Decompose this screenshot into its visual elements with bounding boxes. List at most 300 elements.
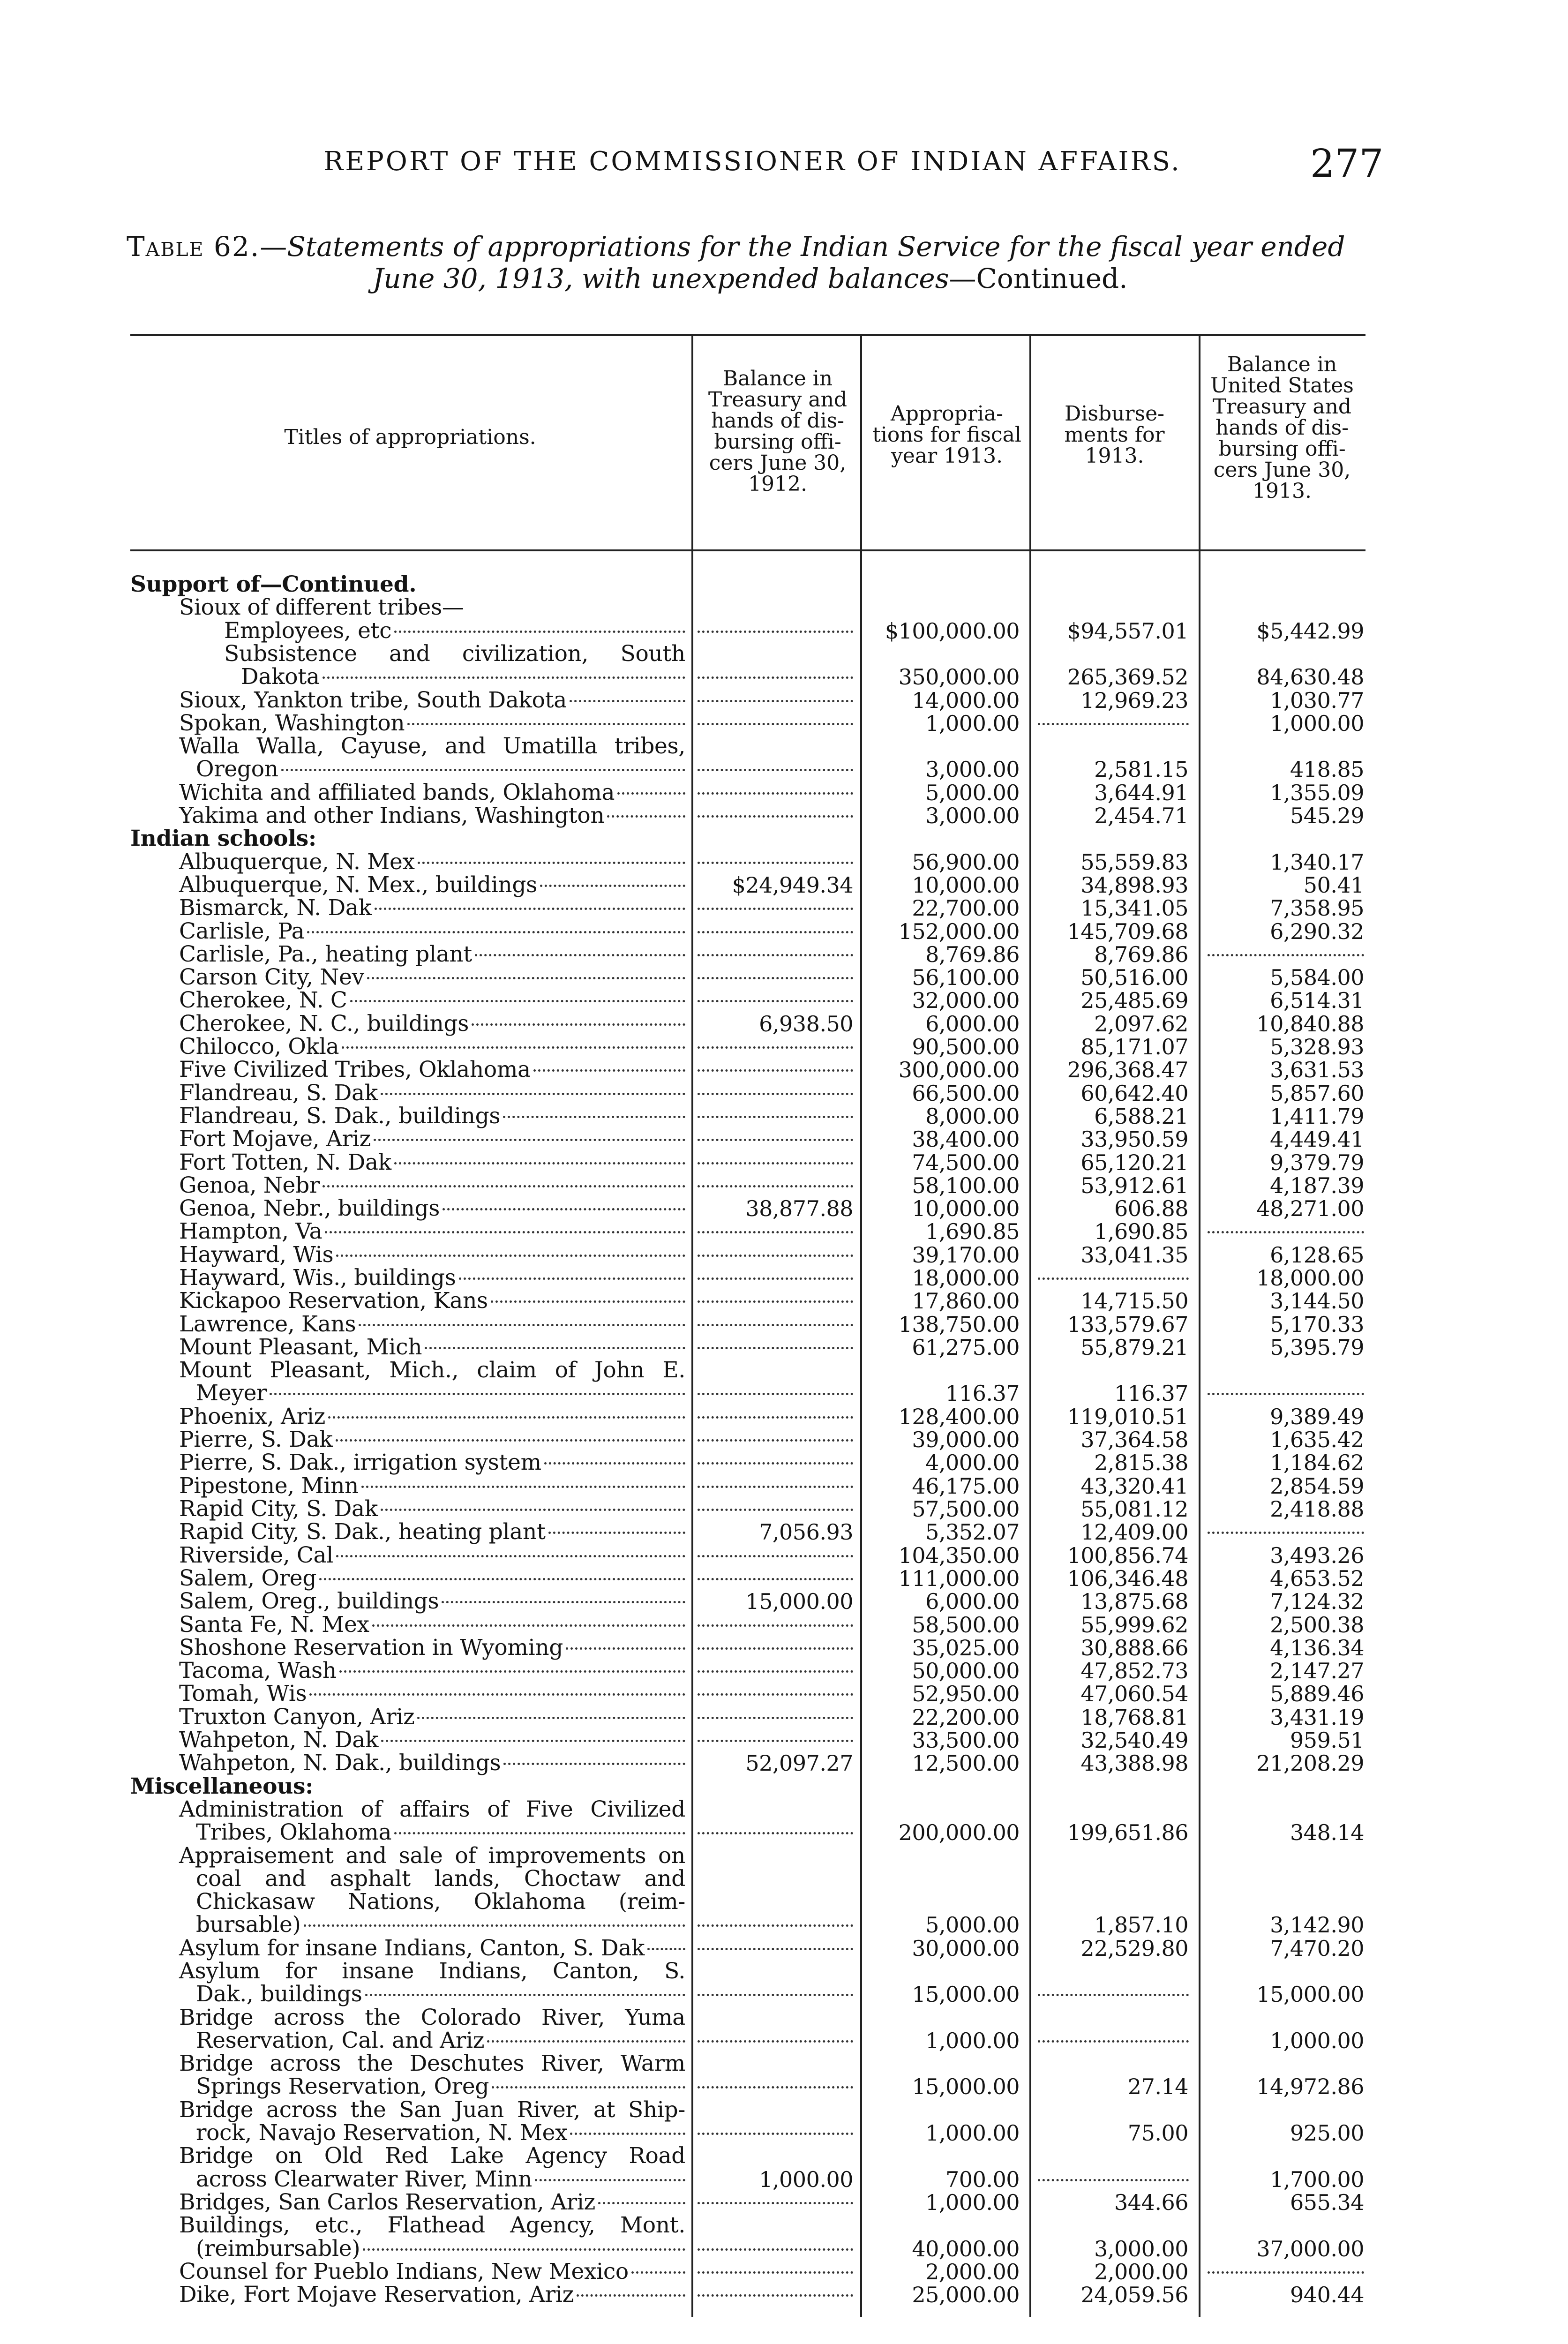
amount-c4: 1,340.17: [1270, 849, 1364, 875]
amount-c2: 700.00: [945, 2166, 1020, 2192]
amount-c4: 1,411.79: [1270, 1103, 1364, 1129]
appropriation-title: Salem, Oreg: [179, 1565, 317, 1591]
empty-cell-dots: [698, 1255, 853, 1257]
amount-c3: 47,852.73: [1080, 1658, 1188, 1684]
dot-leader: [323, 676, 685, 679]
amount-c2: 138,750.00: [898, 1311, 1020, 1337]
amount-c2: 66,500.00: [912, 1080, 1020, 1106]
amount-c4: 1,355.09: [1270, 780, 1364, 805]
empty-cell-dots: [698, 723, 853, 725]
dot-leader: [319, 1578, 685, 1580]
dot-leader: [365, 1994, 685, 1996]
amount-c4: 5,170.33: [1270, 1311, 1364, 1337]
amount-c3: 133,579.67: [1067, 1311, 1188, 1337]
column-header-disbursements: Disburse- ments for 1913.: [1064, 402, 1165, 468]
amount-c3: 2,454.71: [1094, 803, 1188, 828]
appropriation-title: across Clearwater River, Minn: [196, 2166, 532, 2192]
amount-c3: 344.66: [1114, 2190, 1188, 2215]
amount-c2: 25,000.00: [912, 2282, 1020, 2308]
table-row: [0, 1590, 1568, 1613]
empty-cell-dots: [698, 1324, 853, 1326]
table-row: [0, 873, 1568, 896]
appropriation-title: Pipestone, Minn: [179, 1473, 359, 1499]
appropriation-title: Bismarck, N. Dak: [179, 895, 372, 921]
amount-c3: 13,875.68: [1080, 1589, 1188, 1615]
dot-leader: [328, 1416, 685, 1419]
appropriation-title: Shoshone Reservation in Wyoming: [179, 1634, 563, 1660]
appropriation-title: Dike, Fort Mojave Reservation, Ariz: [179, 2282, 574, 2308]
amount-c4: 3,142.90: [1270, 1912, 1364, 1938]
table-row: [0, 1520, 1568, 1543]
amount-c3: 2,000.00: [1094, 2259, 1188, 2284]
amount-c2: 14,000.00: [912, 687, 1020, 713]
table-row: [0, 804, 1568, 827]
amount-c4: 50.41: [1303, 872, 1364, 898]
empty-cell-dots: [1038, 2179, 1189, 2181]
amount-c4: 655.34: [1290, 2190, 1364, 2215]
section-heading: Indian schools:: [130, 826, 316, 852]
amount-c4: 10,840.88: [1256, 1011, 1364, 1037]
dot-leader: [270, 1393, 685, 1395]
table-caption-line-2: [373, 263, 1128, 294]
table-row: [0, 1428, 1568, 1451]
amount-c3: 3,000.00: [1094, 2236, 1188, 2261]
amount-c3: 2,581.15: [1094, 757, 1188, 782]
amount-c2: 10,000.00: [912, 872, 1020, 898]
caption-text-1: Statements of appropriations for the Indian Service for the fiscal year ended: [287, 231, 1345, 263]
amount-c4: 3,144.50: [1270, 1288, 1364, 1314]
appropriation-title: Reservation, Cal. and Ariz: [196, 2027, 485, 2053]
table-row: [0, 896, 1568, 919]
empty-cell-dots: [698, 1717, 853, 1719]
empty-cell-dots: [698, 1162, 853, 1164]
running-head: REPORT OF THE COMMISSIONER OF INDIAN AFFAIRS.: [323, 146, 1181, 177]
amount-c3: 116.37: [1114, 1381, 1188, 1406]
amount-c4: 418.85: [1290, 757, 1364, 782]
amount-c4: 5,584.00: [1270, 965, 1364, 991]
appropriation-title: Flandreau, S. Dak: [179, 1080, 378, 1106]
amount-c2: 5,000.00: [925, 780, 1020, 805]
table-row: [0, 1659, 1568, 1682]
table-top-rule: [130, 334, 1365, 336]
amount-c3: 199,651.86: [1067, 1820, 1188, 1846]
appropriation-title: Hayward, Wis: [179, 1241, 334, 1268]
table-row: [0, 1775, 1568, 1798]
empty-cell-dots: [698, 1693, 853, 1696]
appropriation-title: Fort Mojave, Ariz: [179, 1126, 371, 1152]
amount-c2: 5,000.00: [925, 1912, 1020, 1938]
table-row: [0, 1127, 1568, 1150]
amount-c4: 1,000.00: [1270, 710, 1364, 736]
empty-cell-dots: [698, 1462, 853, 1465]
amount-c3: 14,715.50: [1080, 1288, 1188, 1314]
table-row: [0, 642, 1568, 689]
amount-c2: 8,769.86: [925, 941, 1020, 967]
table-row: [0, 735, 1568, 781]
amount-c4: 1,700.00: [1270, 2166, 1364, 2192]
amount-c3: 22,529.80: [1080, 1935, 1188, 1961]
page-number: 277: [1310, 142, 1384, 186]
appropriation-title: Salem, Oreg., buildings: [179, 1588, 439, 1615]
dot-leader: [367, 977, 685, 979]
amount-c4: 18,000.00: [1256, 1265, 1364, 1291]
empty-cell-dots: [1208, 2271, 1364, 2274]
amount-c2: 6,000.00: [925, 1011, 1020, 1037]
table-row: [0, 1705, 1568, 1728]
column-header-titles: Titles of appropriations.: [284, 425, 536, 449]
appropriation-title: Buildings, etc., Flathead Agency, Mont.: [179, 2212, 685, 2239]
amount-c2: 15,000.00: [912, 2074, 1020, 2100]
appropriation-title: Chilocco, Okla: [179, 1034, 339, 1059]
amount-c4: $5,442.99: [1256, 618, 1364, 644]
empty-cell-dots: [698, 2040, 853, 2043]
amount-c4: 9,389.49: [1270, 1404, 1364, 1429]
appropriation-title: Walla Walla, Cayuse, and Umatilla tribes,: [179, 733, 685, 759]
amount-c3: 43,320.41: [1080, 1473, 1188, 1499]
amount-c4: 925.00: [1290, 2120, 1364, 2146]
table-row: [0, 1359, 1568, 1405]
amount-c4: 4,449.41: [1270, 1127, 1364, 1152]
amount-c3: 106,346.48: [1067, 1565, 1188, 1591]
amount-c2: 58,500.00: [912, 1612, 1020, 1638]
dot-leader: [503, 1763, 685, 1765]
table-row: [0, 1104, 1568, 1127]
amount-c1: 38,877.88: [745, 1196, 853, 1222]
amount-c2: 30,000.00: [912, 1935, 1020, 1961]
amount-c4: 84,630.48: [1256, 664, 1364, 690]
empty-cell-dots: [698, 676, 853, 679]
empty-cell-dots: [698, 2271, 853, 2274]
appropriation-title: Sioux of different tribes—: [179, 594, 464, 621]
amount-c1: 7,056.93: [759, 1519, 853, 1545]
dot-leader: [359, 1324, 685, 1326]
amount-c2: 38,400.00: [912, 1127, 1020, 1152]
dot-leader: [375, 908, 685, 910]
dot-leader: [350, 1000, 685, 1002]
empty-cell-dots: [698, 1439, 853, 1442]
amount-c4: 959.51: [1290, 1728, 1364, 1753]
appropriation-title: Hayward, Wis., buildings: [179, 1265, 456, 1291]
amount-c2: 74,500.00: [912, 1149, 1020, 1175]
amount-c4: 6,514.31: [1270, 988, 1364, 1014]
dot-leader: [631, 2271, 685, 2274]
amount-c2: 56,100.00: [912, 965, 1020, 991]
amount-c3: 34,898.93: [1080, 872, 1188, 898]
amount-c4: 6,290.32: [1270, 918, 1364, 944]
amount-c3: 606.88: [1114, 1196, 1188, 1222]
amount-c1: 6,938.50: [759, 1011, 853, 1037]
amount-c4: 1,030.77: [1270, 687, 1364, 713]
dot-leader: [418, 862, 685, 864]
amount-c2: 50,000.00: [912, 1658, 1020, 1684]
empty-cell-dots: [698, 1139, 853, 1141]
appropriation-title: Administration of affairs of Five Civilized: [179, 1796, 685, 1822]
table-row: [0, 2006, 1568, 2052]
amount-c2: 4,000.00: [925, 1450, 1020, 1476]
amount-c4: 5,889.46: [1270, 1681, 1364, 1707]
amount-c2: 22,200.00: [912, 1704, 1020, 1730]
empty-cell-dots: [1038, 723, 1189, 725]
dot-leader: [647, 1948, 685, 1950]
empty-cell-dots: [698, 1000, 853, 1002]
amount-c2: 5,352.07: [925, 1519, 1020, 1545]
table-row: [0, 1151, 1568, 1174]
dot-leader: [336, 1439, 686, 1442]
column-header-balance-1912: Balance in Treasury and hands of dis- bursing offi- cers June 30, 1912.: [708, 367, 848, 496]
column-header-appropriations: Appropria- tions for fiscal year 1913.: [872, 402, 1021, 468]
amount-c2: 111,000.00: [898, 1565, 1020, 1591]
amount-c2: 1,000.00: [925, 2028, 1020, 2053]
amount-c2: 90,500.00: [912, 1034, 1020, 1059]
appropriation-title: Bridges, San Carlos Reservation, Ariz: [179, 2189, 595, 2215]
empty-cell-dots: [698, 1647, 853, 1650]
dot-leader: [336, 1555, 685, 1557]
amount-c2: 33,500.00: [912, 1728, 1020, 1753]
empty-cell-dots: [698, 1116, 853, 1118]
amount-c3: 8,769.86: [1094, 941, 1188, 967]
empty-cell-dots: [698, 1948, 853, 1950]
empty-cell-dots: [698, 2133, 853, 2135]
empty-cell-dots: [698, 631, 853, 633]
empty-cell-dots: [698, 1740, 853, 1742]
empty-cell-dots: [698, 1509, 853, 1511]
amount-c1: 15,000.00: [745, 1589, 853, 1615]
amount-c3: 265,369.52: [1067, 664, 1188, 690]
dot-leader: [323, 1185, 685, 1187]
amount-c2: 116.37: [945, 1381, 1020, 1406]
amount-c4: 1,635.42: [1270, 1427, 1364, 1453]
amount-c4: 3,493.26: [1270, 1542, 1364, 1568]
table-row: [0, 689, 1568, 712]
appropriation-title: Bridge across the Colorado River, Yuma: [179, 2004, 685, 2030]
dot-leader: [363, 2248, 685, 2251]
amount-c3: 47,060.54: [1080, 1681, 1188, 1707]
dot-leader: [472, 1023, 685, 1026]
header-bottom-rule: [130, 549, 1365, 551]
amount-c2: 57,500.00: [912, 1496, 1020, 1522]
appropriation-title: Santa Fe, N. Mex: [179, 1611, 369, 1638]
table-row: [0, 2144, 1568, 2191]
amount-c2: 18,000.00: [912, 1265, 1020, 1291]
amount-c3: 60,642.40: [1080, 1080, 1188, 1106]
dot-leader: [443, 1208, 685, 1210]
amount-c2: 12,500.00: [912, 1750, 1020, 1776]
table-row: [0, 943, 1568, 966]
dot-leader: [325, 1231, 685, 1233]
appropriation-title: Truxton Canyon, Ariz: [179, 1704, 415, 1730]
dot-leader: [533, 1069, 685, 1072]
appropriation-title: rock, Navajo Reservation, N. Mex: [196, 2120, 568, 2146]
empty-cell-dots: [1038, 1277, 1189, 1280]
dot-leader: [394, 631, 685, 633]
empty-cell-dots: [698, 954, 853, 956]
appropriation-title: Springs Reservation, Oreg: [196, 2074, 489, 2100]
amount-c4: 5,328.93: [1270, 1034, 1364, 1059]
amount-c2: $100,000.00: [885, 618, 1020, 644]
empty-cell-dots: [698, 1924, 853, 1927]
appropriation-title: Subsistence and civilization, South: [224, 640, 685, 667]
table-row: [0, 1728, 1568, 1751]
empty-cell-dots: [698, 1300, 853, 1303]
appropriation-title: Yakima and other Indians, Washington: [179, 803, 605, 828]
appropriation-title: Riverside, Cal: [179, 1542, 333, 1568]
table-label: Table 62.: [127, 231, 260, 263]
appropriation-title: Employees, etc: [224, 617, 392, 644]
empty-cell-dots: [698, 1578, 853, 1580]
appropriation-title: Pierre, S. Dak., irrigation system: [179, 1450, 541, 1476]
table-row: [0, 2214, 1568, 2260]
empty-cell-dots: [1038, 1994, 1189, 1996]
amount-c3: 12,969.23: [1080, 687, 1188, 713]
appropriation-title: Rapid City, S. Dak: [179, 1496, 378, 1522]
table-row: [0, 1082, 1568, 1104]
dot-leader: [307, 931, 685, 933]
amount-c3: 55,081.12: [1080, 1496, 1188, 1522]
amount-c3: 2,815.38: [1094, 1450, 1188, 1476]
amount-c3: 25,485.69: [1080, 988, 1188, 1014]
table-row: [0, 827, 1568, 850]
empty-cell-dots: [698, 862, 853, 864]
appropriation-title: Meyer: [196, 1380, 267, 1406]
table-row: [0, 2098, 1568, 2145]
dot-leader: [372, 1624, 685, 1627]
amount-c1: 52,097.27: [745, 1750, 853, 1776]
amount-c4: 940.44: [1290, 2282, 1364, 2308]
dot-leader: [475, 954, 685, 956]
empty-cell-dots: [698, 815, 853, 818]
table-row: [0, 1035, 1568, 1058]
appropriation-title: Dakota: [241, 664, 320, 690]
amount-c2: 39,170.00: [912, 1242, 1020, 1268]
table-row: [0, 1844, 1568, 1937]
amount-c3: 1,690.85: [1094, 1219, 1188, 1245]
amount-c2: 39,000.00: [912, 1427, 1020, 1453]
amount-c3: 75.00: [1127, 2120, 1188, 2146]
empty-cell-dots: [698, 1555, 853, 1557]
table-row: [0, 1567, 1568, 1590]
amount-c3: 145,709.68: [1067, 918, 1188, 944]
amount-c4: 348.14: [1290, 1820, 1364, 1846]
appropriation-title: Kickapoo Reservation, Kans: [179, 1288, 488, 1314]
empty-cell-dots: [698, 2294, 853, 2297]
table-row: [0, 850, 1568, 873]
amount-c2: 32,000.00: [912, 988, 1020, 1014]
amount-c2: 128,400.00: [898, 1404, 1020, 1429]
amount-c3: 100,856.74: [1067, 1542, 1188, 1568]
table-row: [0, 966, 1568, 989]
empty-cell-dots: [1208, 1532, 1364, 1534]
appropriation-title: Wahpeton, N. Dak., buildings: [179, 1750, 501, 1776]
amount-c3: 12,409.00: [1080, 1519, 1188, 1545]
empty-cell-dots: [698, 1670, 853, 1673]
appropriation-title: Lawrence, Kans: [179, 1311, 356, 1337]
appropriation-title: Rapid City, S. Dak., heating plant: [179, 1519, 546, 1545]
amount-c2: 6,000.00: [925, 1589, 1020, 1615]
amount-c2: 1,690.85: [925, 1219, 1020, 1245]
table-row: [0, 1544, 1568, 1567]
dot-leader: [577, 2294, 685, 2297]
dot-leader: [381, 1740, 685, 1742]
appropriation-title: Phoenix, Ariz: [179, 1403, 325, 1429]
amount-c2: 61,275.00: [912, 1334, 1020, 1360]
amount-c3: 30,888.66: [1080, 1635, 1188, 1660]
empty-cell-dots: [698, 1046, 853, 1049]
amount-c2: 1,000.00: [925, 710, 1020, 736]
appropriation-title: Appraisement and sale of improvements on: [179, 1842, 685, 1869]
amount-c3: 43,388.98: [1080, 1750, 1188, 1776]
appropriation-title: Sioux, Yankton tribe, South Dakota: [179, 687, 567, 713]
dot-leader: [607, 815, 685, 818]
amount-c1: 1,000.00: [759, 2166, 853, 2192]
amount-c4: 6,128.65: [1270, 1242, 1364, 1268]
amount-c2: 15,000.00: [912, 1982, 1020, 2007]
amount-c4: 48,271.00: [1256, 1196, 1364, 1222]
dot-leader: [381, 1509, 685, 1511]
empty-cell-dots: [1208, 1393, 1364, 1395]
empty-cell-dots: [698, 908, 853, 910]
amount-c2: 10,000.00: [912, 1196, 1020, 1222]
dot-leader: [487, 2040, 685, 2043]
empty-cell-dots: [698, 1093, 853, 1095]
amount-c4: 3,431.19: [1270, 1704, 1364, 1730]
amount-c4: 5,395.79: [1270, 1334, 1364, 1360]
table-row: [0, 1405, 1568, 1428]
appropriation-title: Albuquerque, N. Mex., buildings: [179, 871, 537, 898]
appropriation-title: Asylum for insane Indians, Canton, S.: [179, 1958, 685, 1984]
table-row: [0, 1798, 1568, 1844]
amount-c2: 152,000.00: [898, 918, 1020, 944]
dot-leader: [381, 1093, 685, 1095]
table-row: [0, 2052, 1568, 2098]
amount-c4: 1,000.00: [1270, 2028, 1364, 2053]
empty-cell-dots: [698, 1277, 853, 1280]
table-row: [0, 1937, 1568, 1960]
amount-c2: 200,000.00: [898, 1820, 1020, 1846]
appropriation-title: Chickasaw Nations, Oklahoma (reim-: [196, 1889, 685, 1915]
amount-c4: 2,418.88: [1270, 1496, 1364, 1522]
appropriation-title: Hampton, Va: [179, 1218, 323, 1245]
dot-leader: [374, 1139, 685, 1141]
appropriation-title: Bridge across the Deschutes River, Warm: [179, 2051, 685, 2077]
table-row: [0, 1220, 1568, 1243]
amount-c4: 2,854.59: [1270, 1473, 1364, 1499]
caption-dash: —: [260, 231, 287, 263]
table-row: [0, 781, 1568, 804]
dot-leader: [492, 2086, 685, 2089]
section-heading: Support of—Continued.: [130, 571, 417, 597]
appropriation-title: Fort Totten, N. Dak: [179, 1149, 391, 1175]
appropriation-title: Dak., buildings: [196, 1981, 362, 2007]
appropriation-title: Mount Pleasant, Mich: [179, 1334, 422, 1360]
table-row: [0, 712, 1568, 735]
amount-c3: 1,857.10: [1094, 1912, 1188, 1938]
table-row: [0, 1451, 1568, 1474]
table-row: [0, 1474, 1568, 1497]
amount-c4: 7,470.20: [1270, 1935, 1364, 1961]
appropriation-title: Carlisle, Pa: [179, 918, 305, 944]
amount-c4: 7,358.95: [1270, 895, 1364, 921]
appropriation-title: Tacoma, Wash: [179, 1658, 337, 1684]
dot-leader: [417, 1717, 685, 1719]
amount-c4: 5,857.60: [1270, 1080, 1364, 1106]
table-row: [0, 1289, 1568, 1312]
amount-c4: 21,208.29: [1256, 1750, 1364, 1776]
amount-c2: 300,000.00: [898, 1057, 1020, 1083]
dot-leader: [540, 885, 685, 887]
table-row: [0, 1613, 1568, 1636]
amount-c1: $24,949.34: [732, 872, 853, 898]
amount-c2: 58,100.00: [912, 1172, 1020, 1198]
